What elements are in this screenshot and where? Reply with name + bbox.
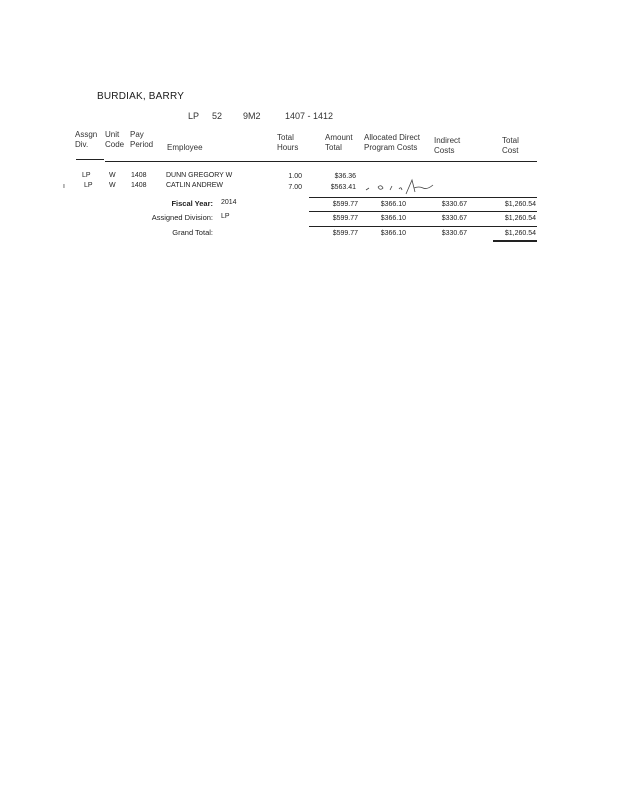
grand-total-cost: $1,260.54 [504, 230, 536, 237]
division-rule-top [309, 211, 537, 212]
row-2-amount-total: $563.41 [330, 184, 356, 191]
header-rule-main [105, 161, 537, 162]
division-amount-total: $599.77 [332, 215, 358, 222]
col-header-total-hours: Total Hours [277, 133, 299, 152]
fiscal-indirect-costs: $330.67 [441, 201, 467, 208]
division-direct-costs: $366.10 [380, 215, 406, 222]
grand-total-label: Grand Total: [172, 228, 213, 237]
row-2-assgn-div: LP [84, 182, 93, 189]
row-2-mark: ı [63, 183, 65, 190]
row-2-employee: CATLIN ANDREW [166, 182, 224, 189]
col-header-assgn-div: Assgn Div. [75, 130, 98, 149]
fiscal-direct-costs: $366.10 [380, 201, 406, 208]
grand-indirect-costs: $330.67 [441, 230, 467, 237]
col-header-allocated-direct: Allocated Direct Program Costs [364, 133, 421, 152]
person-name: BURDIAK, BARRY [97, 91, 185, 102]
col-header-unit-code: Unit Code [105, 130, 125, 149]
fiscal-total-cost: $1,260.54 [504, 201, 536, 208]
row-1-assgn-div: LP [82, 172, 91, 179]
fiscal-amount-total: $599.77 [332, 201, 358, 208]
division-indirect-costs: $330.67 [441, 215, 467, 222]
row-1-employee: DUNN GREGORY W [166, 172, 233, 179]
grand-rule-top [309, 226, 537, 227]
assigned-division-value: LP [221, 213, 230, 220]
row-1-pay-period: 1408 [131, 172, 147, 179]
fiscal-rule-top [309, 197, 537, 198]
fiscal-year-value: 2014 [221, 199, 237, 206]
header-rule-assgn [76, 159, 104, 160]
row-2-total-hours: 7.00 [288, 184, 302, 191]
col-header-employee: Employee [167, 143, 203, 152]
grand-direct-costs: $366.10 [380, 230, 406, 237]
grand-total-double-rule [493, 240, 537, 242]
handwritten-signature-mark [362, 178, 440, 196]
assigned-division-label: Assigned Division: [151, 213, 213, 222]
row-1-total-hours: 1.00 [288, 173, 302, 180]
grand-amount-total: $599.77 [332, 230, 358, 237]
fiscal-year-label: Fiscal Year: [171, 199, 213, 208]
col-header-total-cost: Total Cost [502, 136, 519, 155]
pay-period-range: 1407 - 1412 [285, 111, 334, 121]
col-header-pay-period: Pay Period [130, 130, 154, 149]
row-2-pay-period: 1408 [131, 182, 147, 189]
division-code: LP [188, 111, 200, 121]
row-1-unit-code: W [109, 172, 116, 179]
row-1-amount-total: $36.36 [334, 173, 356, 180]
cost-code: 9M2 [243, 111, 261, 121]
row-2-unit-code: W [109, 182, 116, 189]
col-header-amount-total: Amount Total [325, 133, 353, 152]
col-header-indirect-costs: Indirect Costs [434, 136, 461, 155]
division-total-cost: $1,260.54 [504, 215, 536, 222]
project-number: 52 [212, 111, 223, 121]
